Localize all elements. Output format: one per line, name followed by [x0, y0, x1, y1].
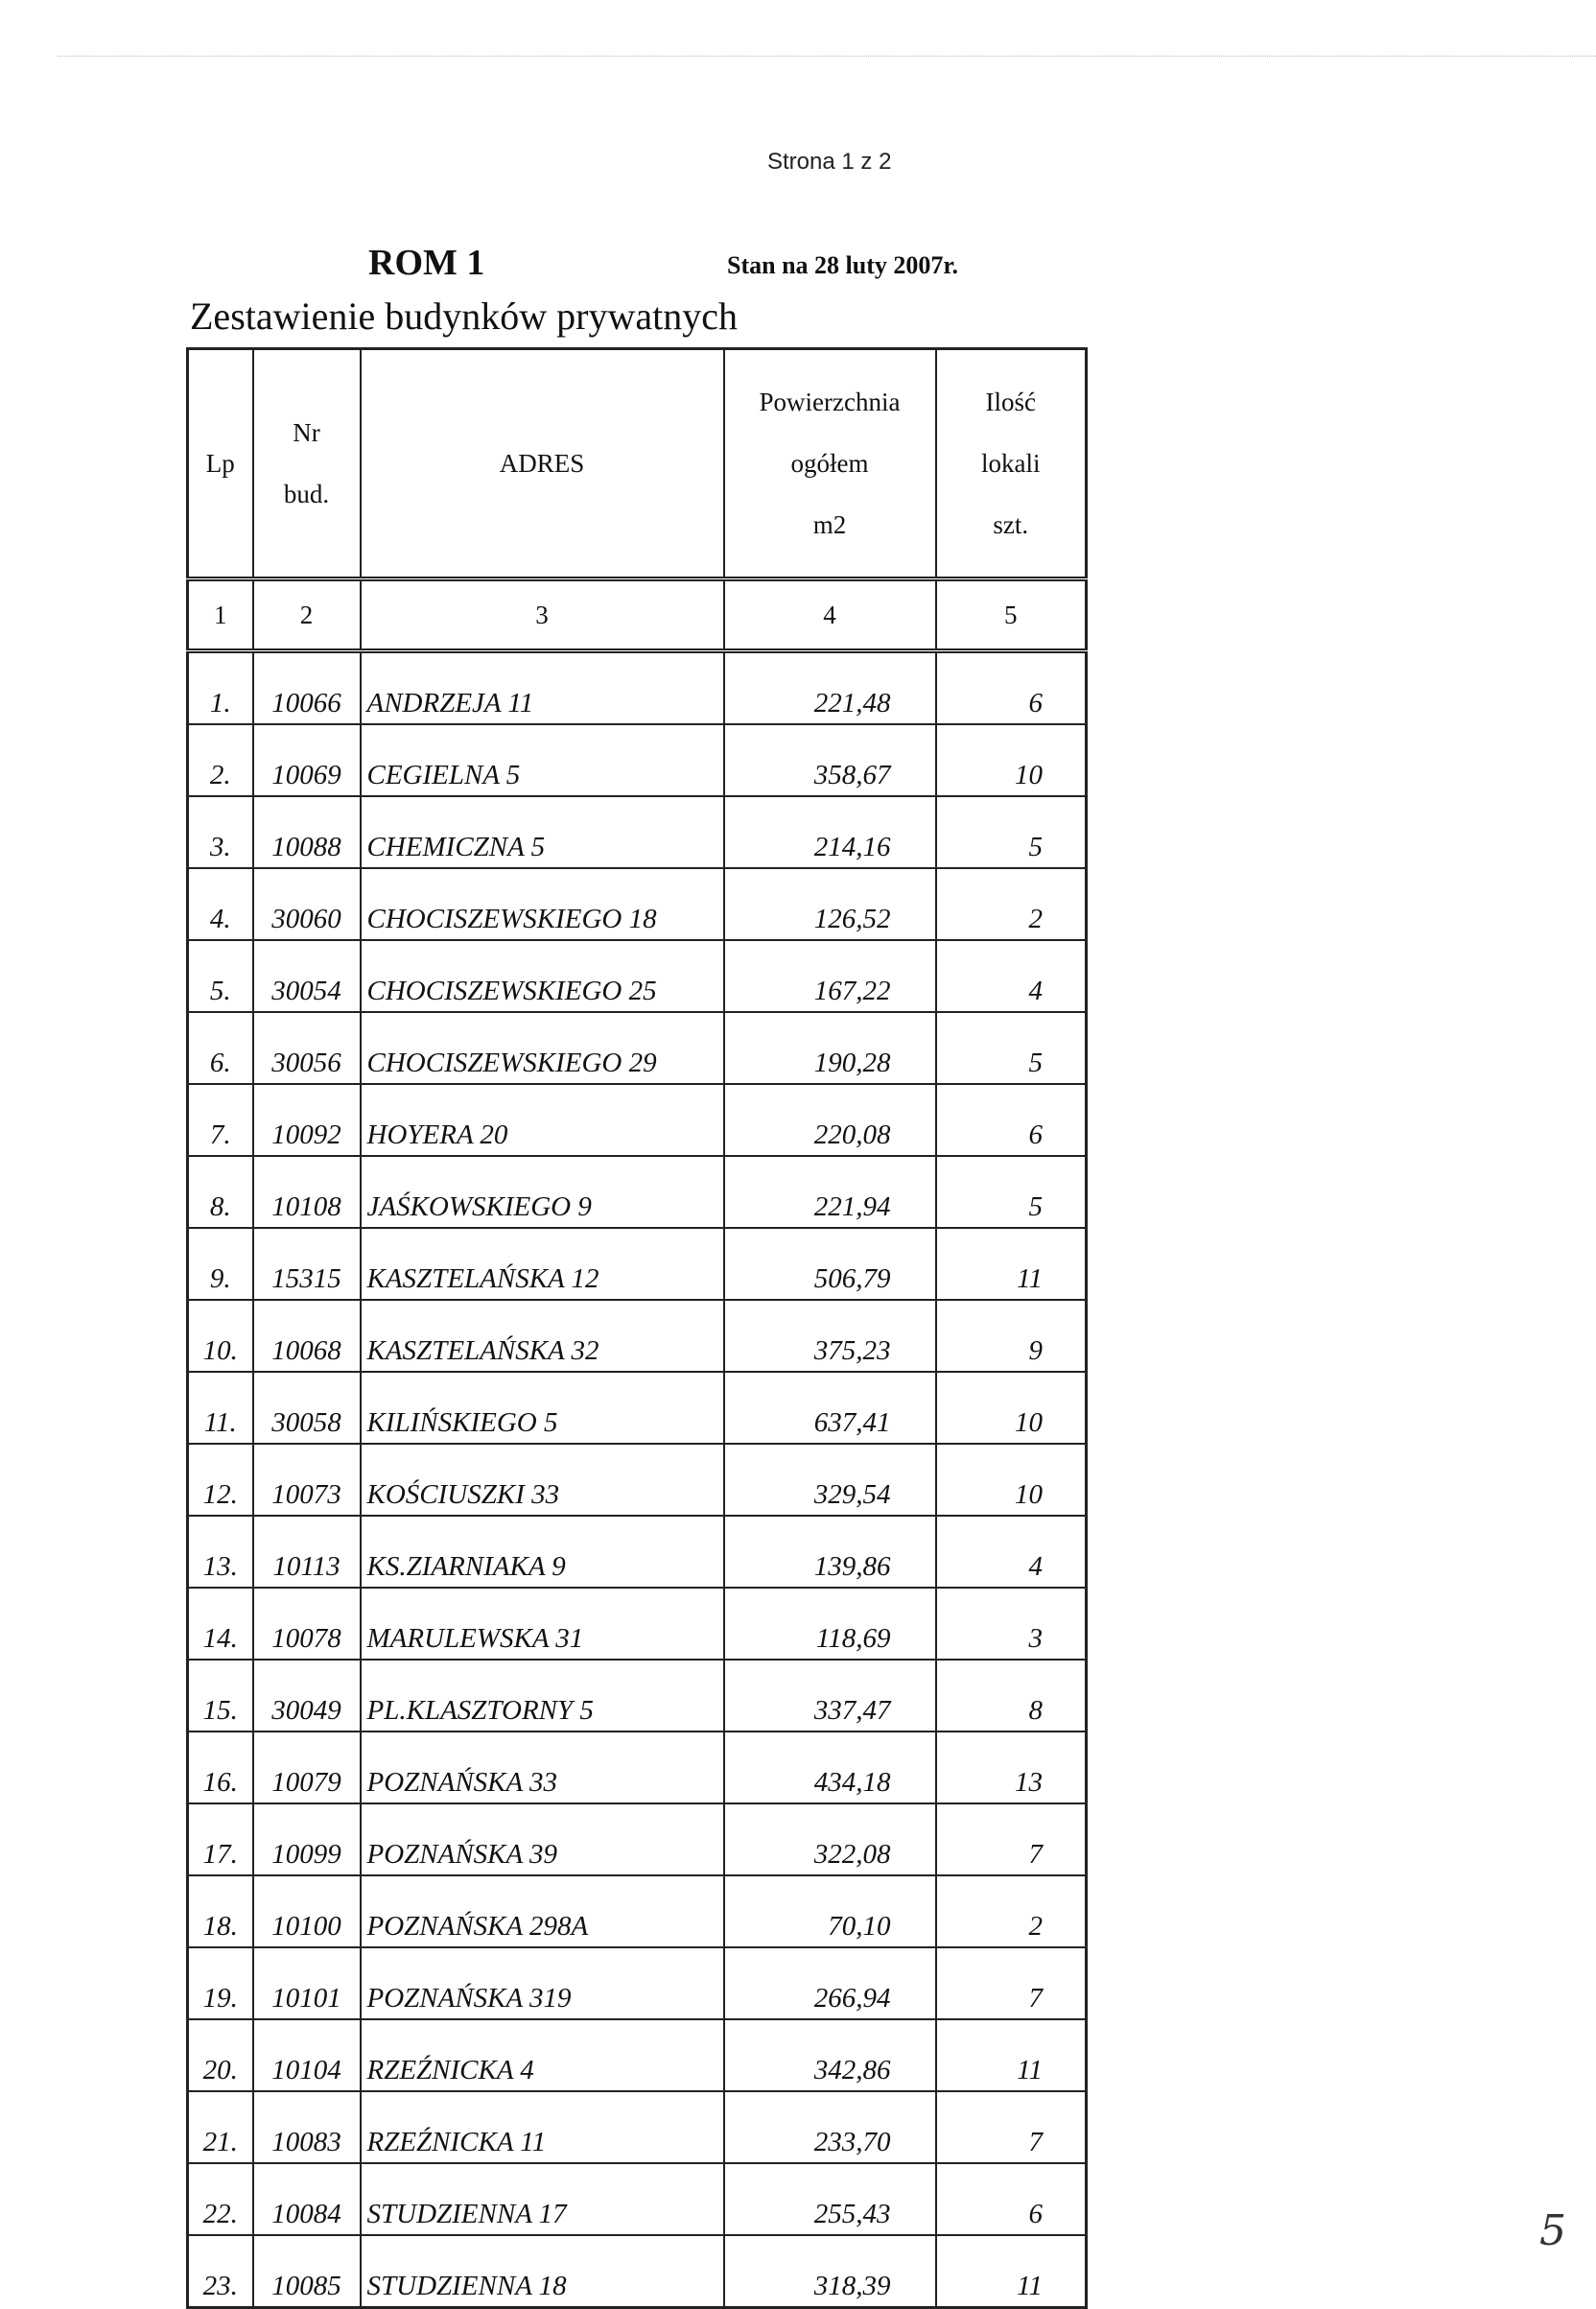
row-units: 6 [936, 2163, 1087, 2235]
table-row [188, 1732, 1087, 1803]
row-address: KILIŃSKIEGO 5 [361, 1372, 724, 1444]
row-building-number: 10079 [253, 1732, 361, 1803]
row-lp: 1. [188, 651, 253, 725]
row-units: 2 [936, 1875, 1087, 1947]
row-address: STUDZIENNA 17 [361, 2163, 724, 2235]
row-building-number: 10099 [253, 1803, 361, 1875]
row-building-number: 10113 [253, 1516, 361, 1588]
header-lp: Lp [188, 349, 253, 579]
row-area: 220,08 [724, 1084, 936, 1156]
row-address: RZEŹNICKA 11 [361, 2091, 724, 2163]
row-area: 70,10 [724, 1875, 936, 1947]
row-lp: 16. [188, 1732, 253, 1803]
col-number: 1 [188, 579, 253, 651]
row-building-number: 30049 [253, 1660, 361, 1732]
row-lp: 21. [188, 2091, 253, 2163]
row-area: 167,22 [724, 940, 936, 1012]
row-address: CHOCISZEWSKIEGO 18 [361, 868, 724, 940]
row-address: POZNAŃSKA 319 [361, 1947, 724, 2019]
row-area: 221,48 [724, 651, 936, 725]
row-units: 4 [936, 1516, 1087, 1588]
row-building-number: 15315 [253, 1228, 361, 1300]
row-address: KOŚCIUSZKI 33 [361, 1444, 724, 1516]
row-lp: 7. [188, 1084, 253, 1156]
row-area: 221,94 [724, 1156, 936, 1228]
row-area: 214,16 [724, 796, 936, 868]
page-number: Strona 1 z 2 [767, 149, 892, 175]
row-lp: 19. [188, 1947, 253, 2019]
row-building-number: 10069 [253, 724, 361, 796]
row-units: 11 [936, 2235, 1087, 2308]
row-address: CEGIELNA 5 [361, 724, 724, 796]
row-address: RZEŹNICKA 4 [361, 2019, 724, 2091]
table-row [188, 1156, 1087, 1228]
table-row [188, 1803, 1087, 1875]
row-area: 266,94 [724, 1947, 936, 2019]
table-row [188, 1660, 1087, 1732]
table-row [188, 1588, 1087, 1660]
row-building-number: 30056 [253, 1012, 361, 1084]
table-row [188, 1947, 1087, 2019]
row-units: 11 [936, 1228, 1087, 1300]
row-building-number: 30054 [253, 940, 361, 1012]
row-units: 11 [936, 2019, 1087, 2091]
row-building-number: 10068 [253, 1300, 361, 1372]
document-code: ROM 1 [368, 243, 485, 283]
col-number: 3 [361, 579, 724, 651]
row-units: 7 [936, 1803, 1087, 1875]
row-address: CHEMICZNA 5 [361, 796, 724, 868]
row-lp: 15. [188, 1660, 253, 1732]
row-units: 5 [936, 1012, 1087, 1084]
row-area: 126,52 [724, 868, 936, 940]
row-units: 5 [936, 796, 1087, 868]
row-address: KASZTELAŃSKA 12 [361, 1228, 724, 1300]
row-building-number: 30058 [253, 1372, 361, 1444]
row-units: 3 [936, 1588, 1087, 1660]
row-area: 255,43 [724, 2163, 936, 2235]
row-area: 375,23 [724, 1300, 936, 1372]
table-row [188, 2163, 1087, 2235]
row-area: 329,54 [724, 1444, 936, 1516]
row-address: POZNAŃSKA 39 [361, 1803, 724, 1875]
row-building-number: 10108 [253, 1156, 361, 1228]
header-adres: ADRES [361, 349, 724, 579]
row-building-number: 10083 [253, 2091, 361, 2163]
row-units: 6 [936, 651, 1087, 725]
row-address: MARULEWSKA 31 [361, 1588, 724, 1660]
row-units: 13 [936, 1732, 1087, 1803]
row-building-number: 30060 [253, 868, 361, 940]
row-area: 318,39 [724, 2235, 936, 2308]
header-nr: Nr bud. [253, 349, 361, 579]
handwritten-mark: 5 [1539, 2206, 1566, 2255]
row-building-number: 10066 [253, 651, 361, 725]
row-area: 342,86 [724, 2019, 936, 2091]
row-units: 6 [936, 1084, 1087, 1156]
row-address: KASZTELAŃSKA 32 [361, 1300, 724, 1372]
row-address: ANDRZEJA 11 [361, 651, 724, 725]
row-address: JAŚKOWSKIEGO 9 [361, 1156, 724, 1228]
row-area: 233,70 [724, 2091, 936, 2163]
table-row [188, 724, 1087, 796]
row-address: CHOCISZEWSKIEGO 29 [361, 1012, 724, 1084]
col-number: 5 [936, 579, 1087, 651]
row-units: 8 [936, 1660, 1087, 1732]
row-units: 4 [936, 940, 1087, 1012]
row-lp: 9. [188, 1228, 253, 1300]
table-row [188, 868, 1087, 940]
row-building-number: 10073 [253, 1444, 361, 1516]
row-lp: 20. [188, 2019, 253, 2091]
row-address: CHOCISZEWSKIEGO 25 [361, 940, 724, 1012]
row-address: STUDZIENNA 18 [361, 2235, 724, 2308]
table-row [188, 1372, 1087, 1444]
buildings-table [186, 347, 1088, 2309]
row-building-number: 10084 [253, 2163, 361, 2235]
row-units: 7 [936, 1947, 1087, 2019]
row-lp: 18. [188, 1875, 253, 1947]
row-lp: 10. [188, 1300, 253, 1372]
row-building-number: 10078 [253, 1588, 361, 1660]
status-date: Stan na 28 luty 2007r. [727, 251, 959, 279]
row-area: 190,28 [724, 1012, 936, 1084]
document-title: Zestawienie budynków prywatnych [190, 295, 738, 338]
table-row [188, 2019, 1087, 2091]
table-row [188, 1875, 1087, 1947]
row-address: PL.KLASZTORNY 5 [361, 1660, 724, 1732]
row-lp: 12. [188, 1444, 253, 1516]
row-address: HOYERA 20 [361, 1084, 724, 1156]
column-number-row [188, 579, 1087, 651]
row-lp: 14. [188, 1588, 253, 1660]
row-lp: 22. [188, 2163, 253, 2235]
table-row [188, 651, 1087, 725]
header-powierzchnia: Powierzchnia ogółem m2 [724, 349, 936, 579]
row-area: 337,47 [724, 1660, 936, 1732]
table-row [188, 1300, 1087, 1372]
row-address: POZNAŃSKA 298A [361, 1875, 724, 1947]
row-building-number: 10101 [253, 1947, 361, 2019]
table-row [188, 1012, 1087, 1084]
row-address: KS.ZIARNIAKA 9 [361, 1516, 724, 1588]
row-lp: 2. [188, 724, 253, 796]
row-units: 10 [936, 1444, 1087, 1516]
header-ilosc: Ilość lokali szt. [936, 349, 1087, 579]
row-area: 118,69 [724, 1588, 936, 1660]
row-building-number: 10104 [253, 2019, 361, 2091]
row-area: 358,67 [724, 724, 936, 796]
row-lp: 3. [188, 796, 253, 868]
row-area: 506,79 [724, 1228, 936, 1300]
row-building-number: 10085 [253, 2235, 361, 2308]
row-units: 10 [936, 1372, 1087, 1444]
row-lp: 4. [188, 868, 253, 940]
row-units: 9 [936, 1300, 1087, 1372]
scan-edge-line [58, 56, 1596, 57]
row-lp: 17. [188, 1803, 253, 1875]
table-row [188, 940, 1087, 1012]
table-row [188, 1228, 1087, 1300]
table-row [188, 796, 1087, 868]
row-units: 7 [936, 2091, 1087, 2163]
row-area: 434,18 [724, 1732, 936, 1803]
row-building-number: 10088 [253, 796, 361, 868]
row-lp: 23. [188, 2235, 253, 2308]
row-lp: 11. [188, 1372, 253, 1444]
row-units: 5 [936, 1156, 1087, 1228]
table-row [188, 2091, 1087, 2163]
table-row [188, 2235, 1087, 2308]
row-address: POZNAŃSKA 33 [361, 1732, 724, 1803]
row-lp: 13. [188, 1516, 253, 1588]
table-row [188, 1084, 1087, 1156]
row-area: 139,86 [724, 1516, 936, 1588]
row-area: 322,08 [724, 1803, 936, 1875]
row-lp: 6. [188, 1012, 253, 1084]
row-building-number: 10092 [253, 1084, 361, 1156]
row-area: 637,41 [724, 1372, 936, 1444]
header-row [188, 349, 1087, 579]
row-lp: 5. [188, 940, 253, 1012]
row-units: 2 [936, 868, 1087, 940]
col-number: 4 [724, 579, 936, 651]
table-row [188, 1444, 1087, 1516]
row-building-number: 10100 [253, 1875, 361, 1947]
table-row [188, 1516, 1087, 1588]
row-units: 10 [936, 724, 1087, 796]
col-number: 2 [253, 579, 361, 651]
row-lp: 8. [188, 1156, 253, 1228]
